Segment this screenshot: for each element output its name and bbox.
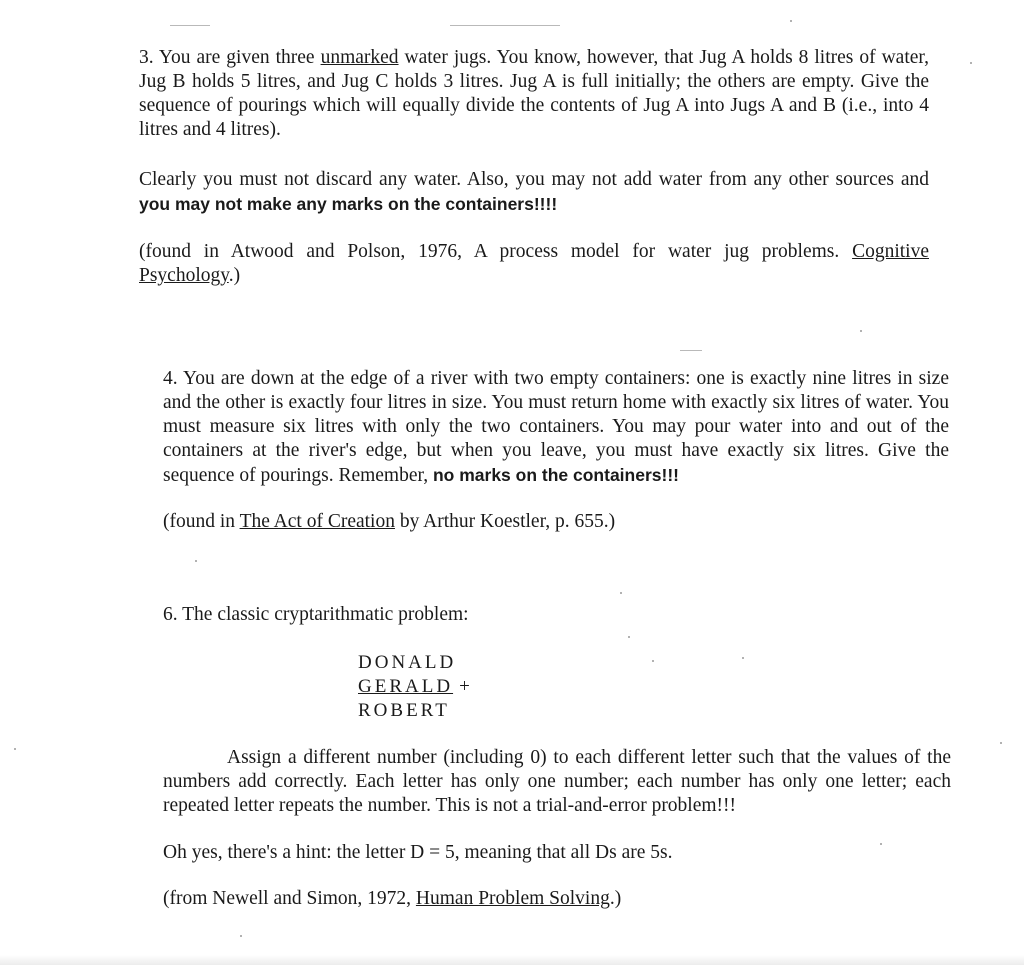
cryptarithm-line-1: DONALD — [358, 652, 457, 673]
cryptarithm — [358, 651, 470, 723]
problem-3-statement — [139, 46, 929, 142]
scan-rule — [170, 25, 210, 26]
problem-6-intro: 6. The classic cryptarithmatic problem: — [163, 604, 469, 625]
problem-4 — [163, 367, 949, 488]
scan-speck — [860, 330, 862, 332]
problem-6-instructions-text — [163, 746, 951, 818]
scan-speck — [652, 660, 654, 662]
problem-3 — [139, 46, 929, 142]
problem-4-statement — [163, 367, 949, 488]
problem-6-instructions — [163, 746, 951, 818]
problem-6-source — [163, 887, 951, 911]
text-run: Clearly you must not discard any water. Also, you may not add water from any other sources and — [139, 169, 929, 190]
page-bottom-edge — [0, 955, 1024, 965]
scan-speck — [14, 748, 16, 750]
bold-warning: no marks on the containers!!! — [432, 465, 679, 485]
text-run: water jugs. You know, however, that Jug A holds 8 litres of water, Jug B holds 5 litres, and Jug C holds 3 litres. Jug A is full initially; the others are empty. Give the sequence of pourings which will equally divide the contents of Jug A into Jugs A and B (i.e., into 4 litres and 4 litres). — [139, 47, 929, 140]
text-run: 4. You are down at the edge of a river with two empty containers: one is exactly nine litres in size and the other is exactly four litres in size. You must return home with exactly six litres of water. You must measure six litres with only the two containers. You may pour water into and out of the containers at the river's edge, but when you leave, you must have exactly six litres. Give the sequence of pourings. Remember, — [163, 368, 949, 486]
problem-3-source-text — [139, 240, 929, 288]
text-run: (found in — [163, 511, 240, 532]
underlined-word: unmarked — [320, 47, 399, 68]
journal-title: Cognitive Psychology — [139, 241, 929, 286]
cryptarithm-line-2 — [358, 675, 470, 699]
text-run: (found in Atwood and Polson, 1976, A process model for water jug problems. — [139, 241, 853, 262]
problem-3-source — [139, 240, 929, 288]
scan-rule — [450, 25, 560, 26]
scan-speck — [1000, 742, 1002, 744]
problem-6-hint — [163, 841, 951, 865]
scan-speck — [970, 62, 972, 64]
scan-speck — [742, 657, 744, 659]
scan-speck — [620, 592, 622, 594]
text-run: Assign a different number (including 0) to each different letter such that the values of the numbers add correctly. Each letter has only one number; each number has only one letter; each repeated letter repeats the number. This is not a trial-and-error problem!!! — [163, 747, 951, 816]
scan-speck — [240, 935, 242, 937]
problem-6-hint-text: Oh yes, there's a hint: the letter D = 5, meaning that all Ds are 5s. — [163, 842, 673, 863]
problem-6 — [163, 603, 949, 627]
cryptarithm-addend: GERALD — [358, 676, 454, 697]
plus-sign: + — [459, 676, 470, 697]
problem-3-note-text — [139, 168, 929, 217]
text-run: .) — [228, 265, 241, 286]
book-title: Human Problem Solving — [415, 888, 610, 909]
problem-4-source-text — [163, 510, 949, 534]
scan-speck — [790, 20, 792, 22]
problem-6-source-text — [163, 887, 951, 911]
cryptarithm-line-3: ROBERT — [358, 700, 450, 721]
book-title: The Act of Creation — [239, 511, 395, 532]
bold-warning: you may not make any marks on the containers!!!! — [139, 194, 558, 214]
text-run: by Arthur Koestler, p. 655.) — [394, 511, 616, 532]
scan-speck — [195, 560, 197, 562]
problem-3-note — [139, 168, 929, 217]
scan-rule — [680, 350, 702, 351]
problem-4-source — [163, 510, 949, 534]
scan-speck — [628, 636, 630, 638]
text-run: (from Newell and Simon, 1972, — [163, 888, 416, 909]
text-run: .) — [609, 888, 622, 909]
text-run: 3. You are given three — [139, 47, 321, 68]
